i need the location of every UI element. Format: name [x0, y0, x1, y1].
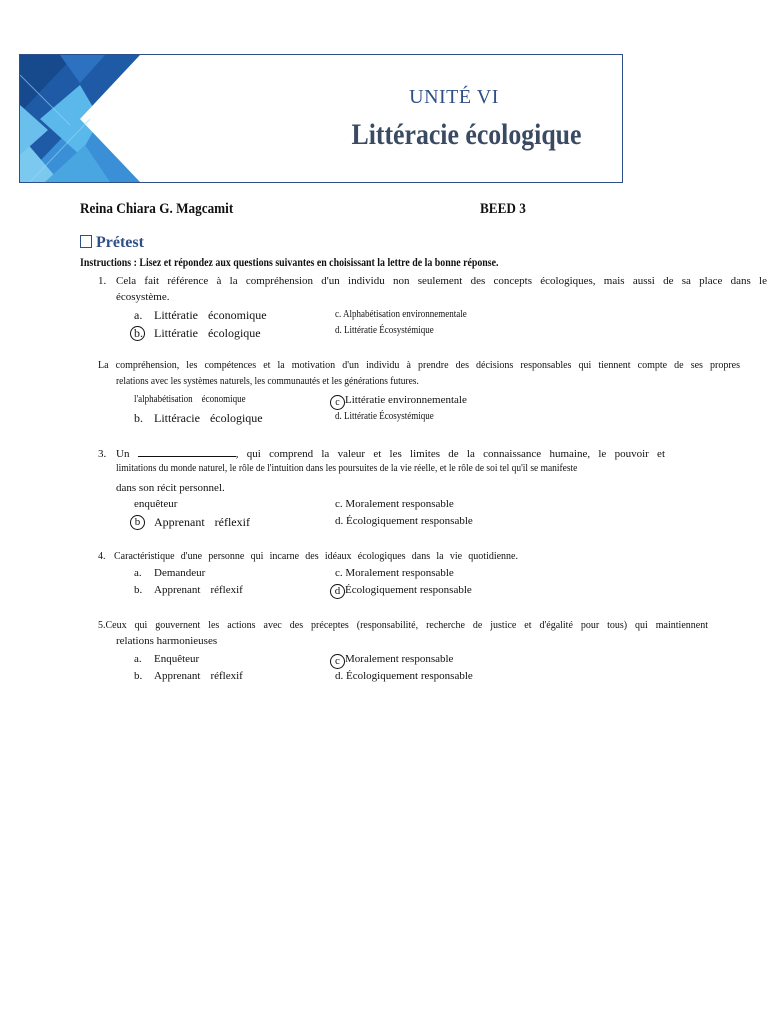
question-5-text-cont: relations harmonieuses [116, 635, 218, 647]
question-4 [98, 548, 518, 566]
q5-option-b-word1: Apprenant [154, 670, 201, 682]
q2-option-c[interactable]: Littératie environnementale [345, 394, 467, 406]
pretest-title: Prétest [96, 234, 144, 251]
unit-number: UNITÉ VI [409, 86, 499, 108]
q1-option-a-word1: Littératie [154, 308, 198, 322]
q1-option-b[interactable] [134, 326, 261, 341]
question-4-number: 4. [98, 551, 106, 562]
q3-option-b[interactable] [134, 515, 250, 530]
question-2: La compréhension, les compétences et la motivation d'un individu à prendre des décisions responsables qui tiennent compte de ses propres [98, 360, 740, 371]
student-program: BEED 3 [480, 201, 526, 217]
question-3-number: 3. [98, 448, 107, 460]
q5-option-a[interactable] [134, 653, 199, 665]
q5-option-b-letter: b. [134, 670, 143, 682]
q5-option-d[interactable]: d. Écologiquement responsable [335, 670, 473, 682]
question-5 [98, 617, 708, 635]
section-bullet-icon [80, 235, 92, 248]
q1-option-a-word2: économique [207, 308, 267, 322]
question-1 [98, 272, 767, 290]
q1-option-b-word2: écologique [207, 326, 261, 340]
question-1-number: 1. [98, 275, 107, 287]
q4-option-b[interactable] [134, 584, 243, 596]
q5-option-a-word1: Enquêteur [154, 653, 200, 665]
q4-option-d[interactable]: Écologiquement responsable [345, 584, 472, 596]
q2-option-d[interactable]: d. Littératie Écosystémique [335, 411, 434, 422]
instructions: Instructions : Lisez et répondez aux questions suivantes en choisissant la lettre de la bonne réponse. [80, 257, 499, 269]
question-5-text: Ceux qui gouvernent les actions avec des préceptes (responsabilité, recherche de justice et d'égalité pour tous) qui maintiennent [105, 620, 708, 631]
question-3-pre: Un [116, 448, 130, 460]
q5-option-b-word2: réflexif [210, 670, 243, 682]
unit-title: Littéracie écologique [351, 118, 582, 151]
q4-option-a-letter: a. [134, 567, 142, 579]
q2-option-a-word2: économique [201, 394, 246, 405]
q1-answer-circle [130, 326, 145, 341]
q4-option-b-letter: b. [134, 584, 143, 596]
question-3 [98, 445, 665, 463]
q1-option-b-letter: b. [134, 326, 143, 340]
q3-option-b-word1: Apprenant [154, 515, 205, 529]
q2-option-a-word1: l'alphabétisation [134, 394, 193, 405]
q2-answer-circle: c [330, 395, 345, 410]
q4-option-a-word1: Demandeur [154, 567, 206, 579]
q5-option-c[interactable]: Moralement responsable [345, 653, 454, 665]
question-3-text: , qui comprend la valeur et les limites de la connaissance humaine, le pouvoir et [235, 448, 666, 460]
q4-answer-circle: d [330, 584, 345, 599]
question-5-number: 5. [98, 620, 106, 631]
q2-option-a[interactable] [134, 394, 246, 405]
question-3-blank[interactable] [138, 448, 236, 457]
question-1-text: Cela fait référence à la compréhension d'un individu non seulement des concepts écologiques, mais aussi de sa place dans le [116, 275, 767, 287]
q5-answer-circle: c [330, 654, 345, 669]
q1-option-b-word1: Littératie [154, 326, 198, 340]
q2-option-b-letter: b. [134, 411, 143, 425]
question-4-text: Caractéristique d'une personne qui incarne des idéaux écologiques dans la vie quotidienne. [114, 551, 518, 562]
q1-option-d[interactable]: d. Littératie Écosystémique [335, 325, 434, 336]
q2-option-b-word1: Littéracie [154, 411, 200, 425]
q1-option-a[interactable] [134, 308, 267, 323]
q5-option-a-letter: a. [134, 653, 142, 665]
question-3-text-cont2: dans son récit personnel. [116, 482, 225, 494]
q2-option-b-word2: écologique [209, 411, 263, 425]
q3-option-b-word2: réflexif [214, 515, 250, 529]
q1-option-a-letter: a. [134, 308, 143, 322]
question-3-text-cont: limitations du monde naturel, le rôle de l'intuition dans les poursuites de la vie réelle, et le rôle de soi tel qu'il se manifeste [116, 463, 578, 474]
q1-option-c[interactable]: c. Alphabétisation environnementale [335, 309, 467, 320]
q4-option-b-word1: Apprenant [154, 584, 201, 596]
q3-answer-circle: b [130, 515, 145, 530]
question-2-text-cont: relations avec les systèmes naturels, les communautés et les générations futures. [116, 376, 419, 387]
q4-option-c[interactable]: c. Moralement responsable [335, 567, 454, 579]
q3-option-c[interactable]: c. Moralement responsable [335, 498, 454, 510]
question-1-text-cont: écosystème. [116, 291, 170, 303]
q2-option-b[interactable] [134, 411, 263, 426]
q5-option-b[interactable] [134, 670, 243, 682]
q3-option-a[interactable]: enquêteur [134, 498, 178, 510]
student-name: Reina Chiara G. Magcamit [80, 201, 234, 217]
q4-option-a[interactable] [134, 567, 205, 579]
q4-option-b-word2: réflexif [210, 584, 243, 596]
q3-option-d[interactable]: d. Écologiquement responsable [335, 515, 473, 527]
pretest-heading [80, 234, 144, 252]
